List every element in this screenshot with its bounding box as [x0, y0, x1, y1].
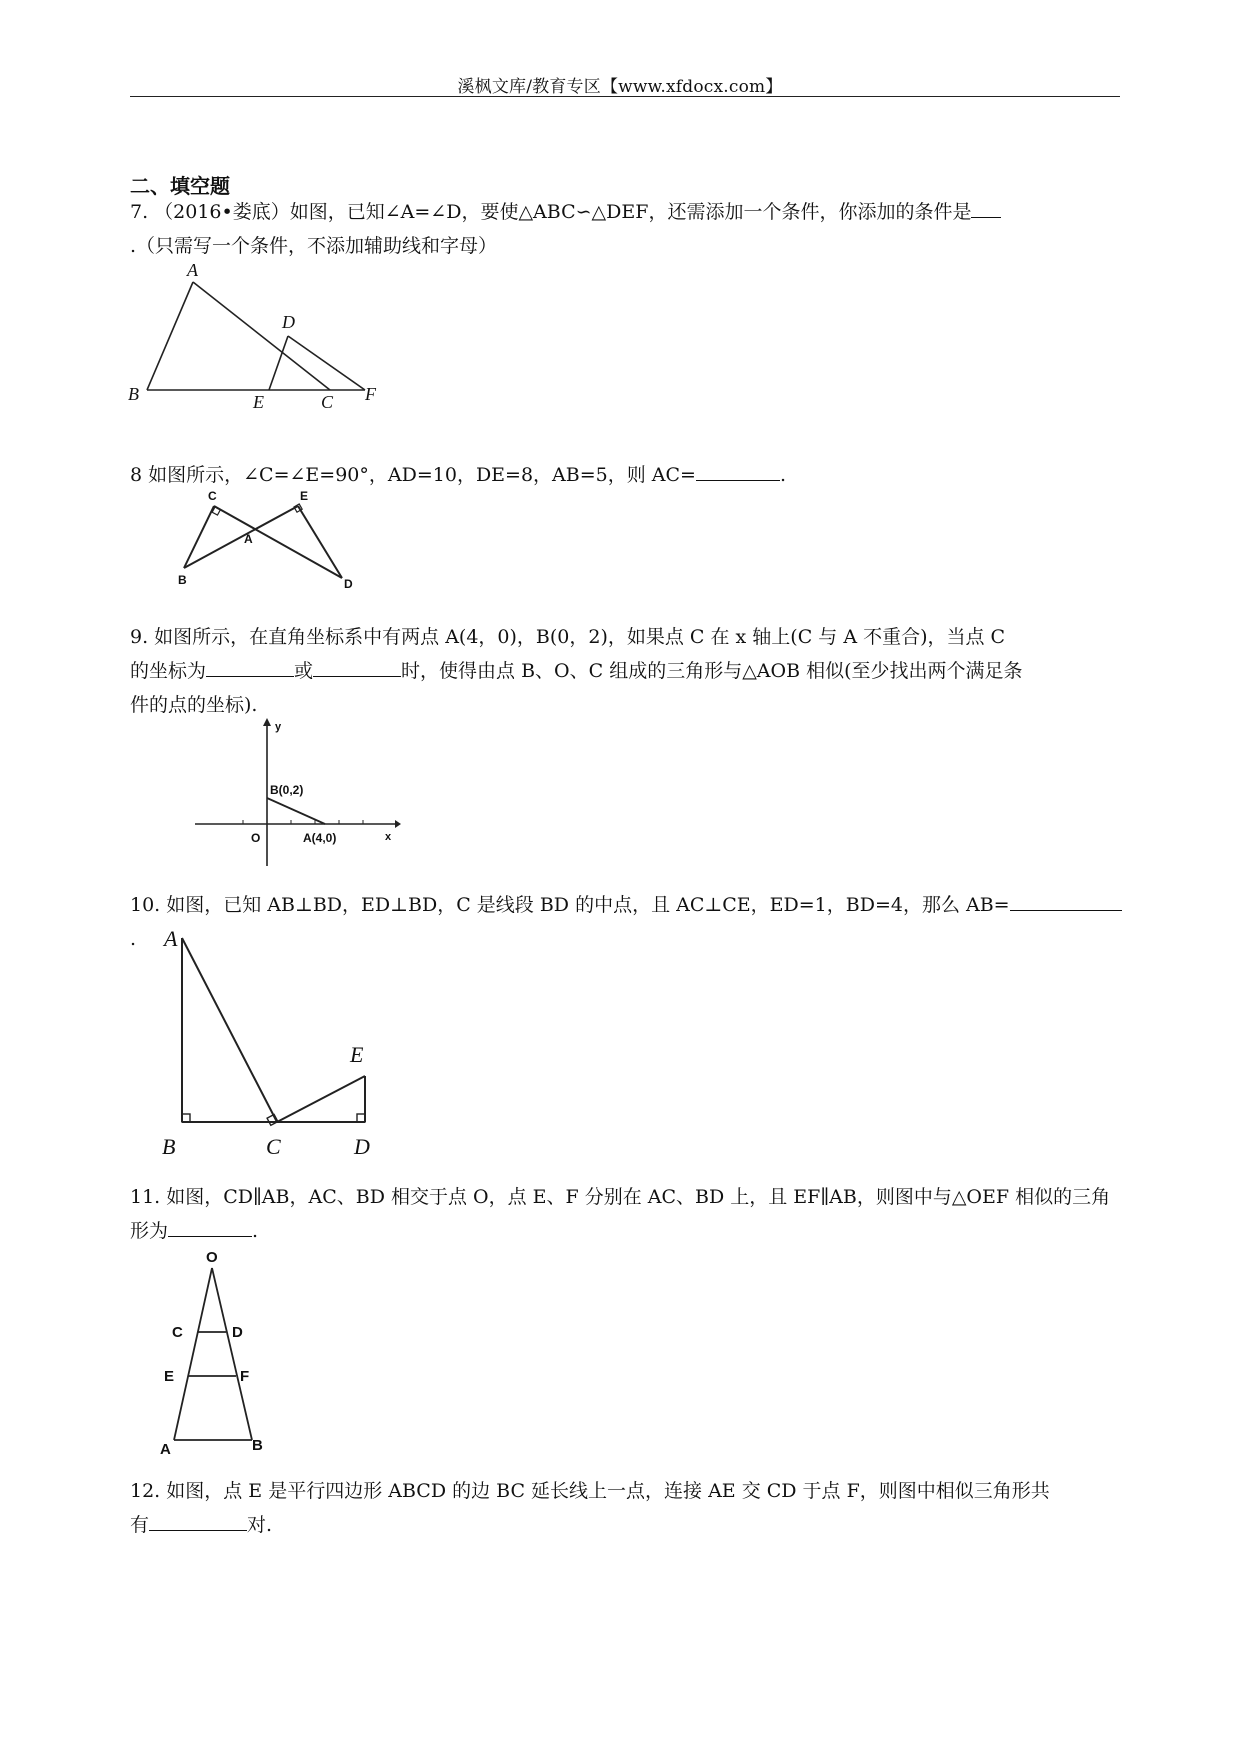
label-A: A — [160, 1441, 171, 1458]
label-A: A — [244, 532, 253, 546]
label-A: A — [164, 926, 178, 951]
question-12-line-2 — [130, 1508, 1122, 1542]
question-12-line-1: 12. 如图，点 E 是平行四边形 ABCD 的边 BC 延长线上一点，连接 AE 交 CD 于点 F，则图中相似三角形共 — [130, 1480, 1050, 1502]
label-B: B — [252, 1437, 263, 1454]
answer-blank-9a[interactable] — [206, 656, 294, 677]
segment-AC — [182, 938, 277, 1122]
label-B: B — [162, 1134, 176, 1159]
page-header: 溪枫文库/教育专区【www.xfdocx.com】 — [457, 77, 783, 97]
label-D: D — [232, 1324, 243, 1341]
label-A: A — [187, 260, 198, 280]
question-9-text-b: 或 — [294, 660, 314, 682]
question-7-text: 7. （2016•娄底）如图，已知∠A=∠D，要使△ABC∽△DEF，还需添加一个条件，你添加的条件是 — [130, 201, 972, 223]
label-C: C — [266, 1134, 281, 1159]
question-12-end: 对. — [247, 1514, 273, 1536]
question-8 — [130, 458, 1122, 492]
label-E: E — [350, 1042, 364, 1067]
label-B: B(0,2) — [270, 783, 304, 797]
section-title: 二、填空题 — [130, 174, 230, 198]
label-O: O — [251, 831, 261, 845]
label-F: F — [240, 1368, 250, 1385]
answer-blank-9b[interactable] — [313, 656, 401, 677]
label-A: A(4,0) — [303, 831, 337, 845]
figure-9-coordinate-plane — [195, 718, 405, 868]
segment-BA — [147, 282, 193, 390]
question-9-text-a: 的坐标为 — [130, 660, 207, 682]
question-9-line-2 — [130, 654, 1122, 688]
label-D: D — [282, 312, 295, 332]
label-F: F — [365, 384, 376, 404]
label-E: E — [300, 489, 309, 503]
figure-8-triangles — [170, 488, 370, 591]
question-10-text: 10. 如图，已知 AB⊥BD，ED⊥BD，C 是线段 BD 的中点，且 AC⊥CE，ED=1，BD=4，那么 AB= — [130, 894, 1010, 916]
label-D: D — [344, 577, 353, 591]
x-axis-arrow — [395, 820, 401, 828]
question-12-text: 有 — [130, 1514, 150, 1536]
right-angle-D — [357, 1114, 365, 1122]
figure-11-triangle — [160, 1250, 300, 1465]
segment-BE — [184, 506, 298, 568]
segment-CE — [277, 1076, 365, 1122]
segment-OA — [174, 1268, 212, 1440]
question-7-line-1 — [130, 195, 1122, 229]
label-y: y — [275, 721, 282, 733]
label-x: x — [385, 831, 392, 843]
figure-10-right-triangles — [160, 922, 380, 1162]
question-10-end: . — [130, 928, 137, 950]
question-11-text: 形为 — [130, 1220, 169, 1242]
segment-OB — [212, 1268, 252, 1440]
right-angle-B — [182, 1114, 190, 1122]
figure-7-triangles — [125, 258, 385, 418]
right-angle-C — [267, 1114, 278, 1125]
segment-CB — [184, 506, 214, 568]
question-9-text-c: 时，使得由点 B、O、C 组成的三角形与△AOB 相似(至少找出两个满足条 — [401, 660, 1023, 682]
segment-AB — [267, 798, 325, 824]
question-7-line-2: .（只需写一个条件，不添加辅助线和字母） — [130, 235, 498, 257]
question-11-end: . — [252, 1220, 259, 1242]
segment-AC — [193, 282, 330, 390]
answer-blank-7[interactable] — [971, 197, 1001, 218]
question-11-line-1: 11. 如图，CD∥AB，AC、BD 相交于点 O，点 E、F 分别在 AC、BD 上，且 EF∥AB，则图中与△OEF 相似的三角 — [130, 1186, 1111, 1208]
label-D: D — [354, 1134, 370, 1159]
question-8-text: 8 如图所示，∠C=∠E=90°，AD=10，DE=8，AB=5，则 AC= — [130, 464, 696, 486]
answer-blank-11[interactable] — [168, 1216, 252, 1237]
label-C: C — [321, 392, 334, 412]
label-B: B — [128, 384, 139, 404]
label-E: E — [253, 392, 264, 412]
label-C: C — [208, 489, 217, 503]
label-C: C — [172, 1324, 183, 1341]
label-E: E — [164, 1368, 175, 1385]
segment-ED — [298, 506, 342, 578]
question-9-line-3: 件的点的坐标). — [130, 694, 258, 716]
question-8-end: . — [779, 464, 787, 486]
label-O: O — [206, 1249, 218, 1266]
label-B: B — [178, 573, 187, 587]
question-11-line-2 — [130, 1214, 1122, 1248]
question-9-line-1: 9. 如图所示，在直角坐标系中有两点 A(4，0)，B(0，2)，如果点 C 在 x 轴上(C 与 A 不重合)，当点 C — [130, 626, 1006, 648]
y-axis-arrow — [263, 718, 271, 726]
header-rule — [130, 96, 1120, 97]
answer-blank-10[interactable] — [1010, 890, 1122, 911]
segment-DF — [288, 336, 365, 390]
answer-blank-8[interactable] — [696, 460, 780, 481]
answer-blank-12[interactable] — [149, 1510, 247, 1531]
